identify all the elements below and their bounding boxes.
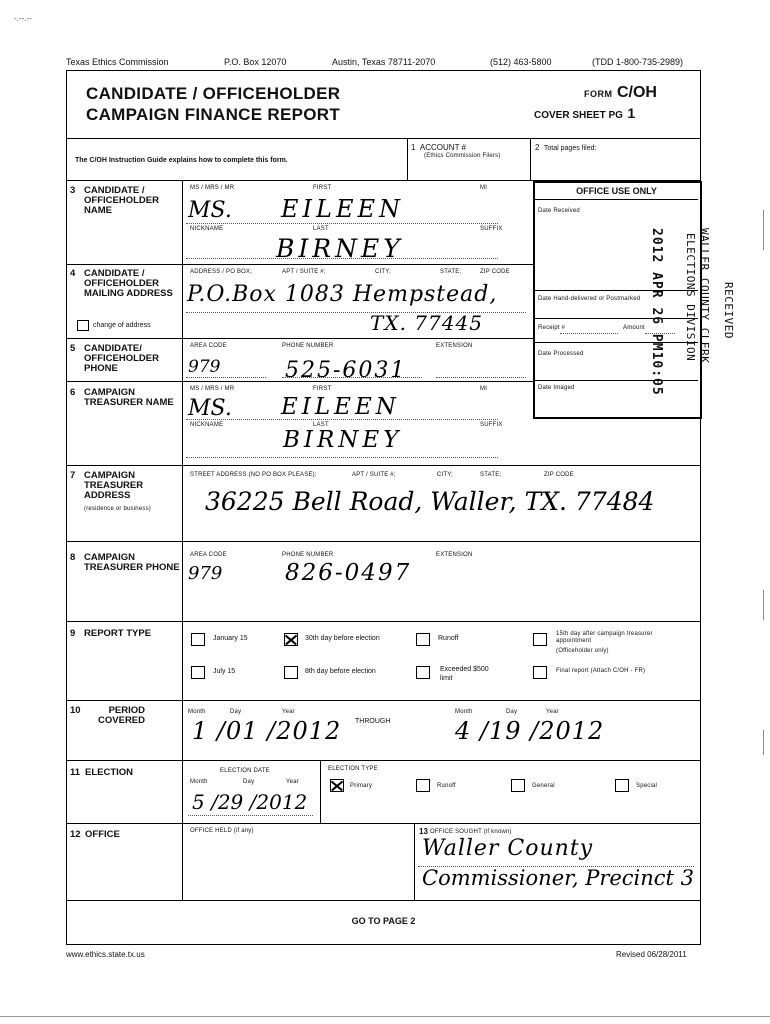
sec10-number: 10: [70, 705, 81, 716]
revised-date: Revised 06/28/2011: [616, 950, 687, 959]
sec8-label: CAMPAIGN TREASURER PHONE: [84, 552, 180, 573]
election-primary-label: Primary: [350, 783, 373, 789]
report-final-checkbox[interactable]: [533, 666, 547, 679]
office-sought-line2-value[interactable]: Commissioner, Precinct 3: [422, 866, 695, 890]
report-15day-sublabel: (Officeholder only): [556, 648, 609, 654]
sec7-state-label: STATE;: [480, 472, 502, 478]
sec5-area-label: AREA CODE: [190, 343, 227, 349]
date-imaged-label: Date Imaged: [538, 385, 575, 391]
report-runoff-checkbox[interactable]: [416, 633, 430, 646]
election-date-label: ELECTION DATE: [220, 768, 270, 774]
sec7-street-label: STREET ADDRESS (NO PO BOX PLEASE);: [190, 472, 317, 478]
sec9-number: 9: [70, 628, 76, 639]
election-day-label: Day: [243, 779, 255, 785]
sec3-first-value[interactable]: EILEEN: [281, 195, 404, 223]
sec4-apt-label: APT / SUITE #;: [282, 269, 326, 275]
form-code: C/OH: [616, 84, 657, 101]
sec8-extension-label: EXTENSION: [436, 552, 473, 558]
report-8day-label: 8th day before election: [305, 668, 376, 675]
office-held-label: OFFICE HELD (if any): [190, 828, 254, 834]
election-type-label: ELECTION TYPE: [328, 766, 378, 772]
election-special-checkbox[interactable]: [615, 779, 629, 792]
stamp-date: 2012 APR 26 PM10:05: [649, 228, 664, 396]
website-link[interactable]: www.ethics.state.tx.us: [66, 950, 145, 959]
sec5-label: CANDIDATE/ OFFICEHOLDER PHONE: [84, 343, 159, 374]
sec7-sublabel: (residence or business): [84, 506, 151, 512]
sec6-prefix-value[interactable]: MS.: [188, 396, 232, 421]
sec6-label: CAMPAIGN TREASURER NAME: [84, 387, 174, 408]
header-city: Austin, Texas 78711-2070: [332, 57, 436, 67]
date-processed-label: Date Processed: [538, 351, 584, 357]
report-exceeded-label: Exceeded $500: [440, 666, 489, 673]
sec12-label: OFFICE: [85, 829, 120, 840]
report-jul15-label: July 15: [213, 668, 236, 675]
sec7-address-value[interactable]: 36225 Bell Road, Waller, TX. 77484: [205, 487, 655, 516]
sec8-number: 8: [70, 552, 76, 563]
sec13-number: 13: [419, 827, 428, 836]
sec5-extension-label: EXTENSION: [436, 343, 473, 349]
account-sublabel: (Ethics Commission Filers): [424, 153, 501, 159]
header-tdd: (TDD 1-800-735-2989): [592, 57, 684, 67]
date-received-label: Date Received: [538, 208, 580, 214]
sec8-area-value[interactable]: 979: [188, 563, 223, 584]
sec6-mi-label: MI: [480, 386, 488, 392]
sec4-zip-label: ZIP CODE: [480, 269, 510, 275]
account-number-index: 1: [411, 143, 416, 152]
report-jan15-checkbox[interactable]: [191, 633, 205, 646]
report-final-label: Final report (Attach C/OH - FR): [556, 668, 646, 674]
sec4-address-value[interactable]: P.O.Box 1083 Hempstead,: [187, 282, 498, 307]
office-use-title: OFFICE USE ONLY: [576, 186, 657, 196]
sec5-phone-label: PHONE NUMBER: [282, 343, 334, 349]
office-sought-label: OFFICE SOUGHT (if known): [430, 829, 512, 835]
sec5-number: 5: [70, 343, 76, 354]
stamp-office: WALLER COUNTY CLERK: [698, 228, 711, 364]
sec6-suffix-label: SUFFIX: [480, 422, 503, 428]
sec4-state-label: STATE;: [440, 269, 462, 275]
account-label: ACCOUNT #: [419, 143, 466, 152]
sec3-mi-label: MI: [480, 185, 488, 191]
header-po-box: P.O. Box 12070: [224, 57, 287, 67]
change-of-address-checkbox[interactable]: [77, 320, 89, 331]
sec10-label: PERIOD COVERED: [98, 705, 145, 726]
sec3-suffix-label: SUFFIX: [480, 226, 503, 232]
report-jan15-label: January 15: [213, 635, 248, 642]
sec6-first-value[interactable]: EILEEN: [281, 394, 400, 420]
report-8day-checkbox[interactable]: [284, 666, 298, 679]
sec10-from-day-label: Day: [230, 709, 242, 715]
sec6-last-value[interactable]: BIRNEY: [283, 427, 403, 453]
sec8-area-label: AREA CODE: [190, 552, 227, 558]
sec3-last-label: LAST: [313, 226, 329, 232]
office-sought-line1-value[interactable]: Waller County: [422, 836, 594, 861]
form-prefix: FORM: [584, 89, 613, 99]
sec10-from-year-label: Year: [282, 709, 295, 715]
sec7-city-label: CITY;: [437, 472, 453, 478]
receipt-label: Receipt #: [538, 325, 566, 331]
sec9-label: REPORT TYPE: [84, 628, 152, 639]
go-to-page-2[interactable]: GO TO PAGE 2: [351, 916, 416, 926]
sec3-first-label: FIRST: [313, 185, 332, 191]
stamp-received: RECEIVED: [722, 282, 735, 339]
sec3-prefix-label: MS / MRS / MR: [190, 185, 235, 191]
sec7-zip-label: ZIP CODE: [544, 472, 574, 478]
sec6-prefix-label: MS / MRS / MR: [190, 386, 235, 392]
sec4-city-label: CITY;: [375, 269, 391, 275]
form-title-line2: CAMPAIGN FINANCE REPORT: [86, 105, 341, 124]
report-exceeded-label-line2: limit: [440, 675, 453, 682]
header-agency: Texas Ethics Commission: [66, 57, 169, 67]
election-primary-checkbox[interactable]: [330, 779, 344, 792]
period-to-value[interactable]: 4 /19 /2012: [455, 717, 605, 745]
page-number: 1: [627, 105, 636, 121]
election-general-checkbox[interactable]: [511, 779, 525, 792]
sec6-last-label: LAST: [313, 422, 329, 428]
report-30day-label: 30th day before election: [305, 635, 380, 642]
sec3-prefix-value[interactable]: MS.: [188, 198, 232, 223]
cover-sheet-label: COVER SHEET PG: [534, 110, 623, 121]
election-runoff-checkbox[interactable]: [416, 779, 430, 792]
sec3-label: CANDIDATE / OFFICEHOLDER NAME: [84, 185, 159, 216]
sec7-number: 7: [70, 470, 76, 481]
report-15day-checkbox[interactable]: [533, 633, 547, 646]
sec6-nickname-label: NICKNAME: [190, 422, 224, 428]
election-month-label: Month: [190, 779, 208, 785]
instruction-text: The C/OH Instruction Guide explains how to complete this form.: [75, 157, 288, 164]
report-exceeded-checkbox[interactable]: [416, 666, 430, 679]
amount-label: Amount: [623, 325, 645, 331]
sec8-phone-label: PHONE NUMBER: [282, 552, 334, 558]
report-15day-label: 15th day after campaign treasurer appointment: [556, 631, 653, 644]
report-30day-checkbox[interactable]: [284, 633, 298, 646]
sec7-label: CAMPAIGN TREASURER ADDRESS: [84, 470, 144, 501]
report-jul15-checkbox[interactable]: [191, 666, 205, 679]
change-of-address-label: change of address: [93, 322, 151, 329]
sec4-address-label: ADDRESS / PO BOX;: [190, 269, 253, 275]
sec4-number: 4: [70, 268, 76, 279]
sec10-to-year-label: Year: [546, 709, 559, 715]
through-label: THROUGH: [355, 718, 391, 725]
sec6-number: 6: [70, 387, 76, 398]
sec3-last-value[interactable]: BIRNEY: [276, 234, 404, 263]
hand-delivered-label: Date Hand-delivered or Postmarked: [538, 296, 641, 302]
corner-mark: -.--.--: [14, 14, 32, 23]
sec12-number: 12: [70, 829, 81, 840]
sec10-from-month-label: Month: [188, 709, 206, 715]
header-phone: (512) 463-5800: [490, 57, 552, 67]
report-runoff-label: Runoff: [438, 635, 459, 642]
election-special-label: Special: [636, 783, 658, 789]
pages-label: Total pages filed:: [543, 145, 597, 152]
election-general-label: General: [532, 783, 555, 789]
period-from-value[interactable]: 1 /01 /2012: [192, 717, 342, 745]
sec8-phone-value[interactable]: 826-0497: [285, 560, 412, 586]
sec5-phone-value[interactable]: 525-6031: [285, 358, 407, 383]
sec4-label: CANDIDATE / OFFICEHOLDER MAILING ADDRESS: [84, 268, 173, 299]
election-year-label: Year: [286, 779, 299, 785]
sec3-number: 3: [70, 185, 76, 196]
stamp-division: ELECTIONS DIVISION: [684, 233, 697, 362]
pages-index: 2: [535, 143, 540, 152]
sec11-label: ELECTION: [85, 767, 134, 778]
sec4-city-state-zip-value[interactable]: TX. 77445: [370, 311, 483, 335]
sec11-number: 11: [70, 767, 81, 778]
form-title-line1: CANDIDATE / OFFICEHOLDER: [86, 84, 341, 103]
sec6-first-label: FIRST: [313, 386, 332, 392]
sec5-area-value[interactable]: 979: [188, 357, 221, 377]
sec10-to-day-label: Day: [506, 709, 518, 715]
election-date-value[interactable]: 5 /29 /2012: [192, 790, 308, 814]
sec3-nickname-label: NICKNAME: [190, 226, 224, 232]
election-runoff-label: Runoff: [437, 783, 456, 789]
sec10-to-month-label: Month: [455, 709, 473, 715]
sec7-apt-label: APT / SUITE #;: [352, 472, 396, 478]
